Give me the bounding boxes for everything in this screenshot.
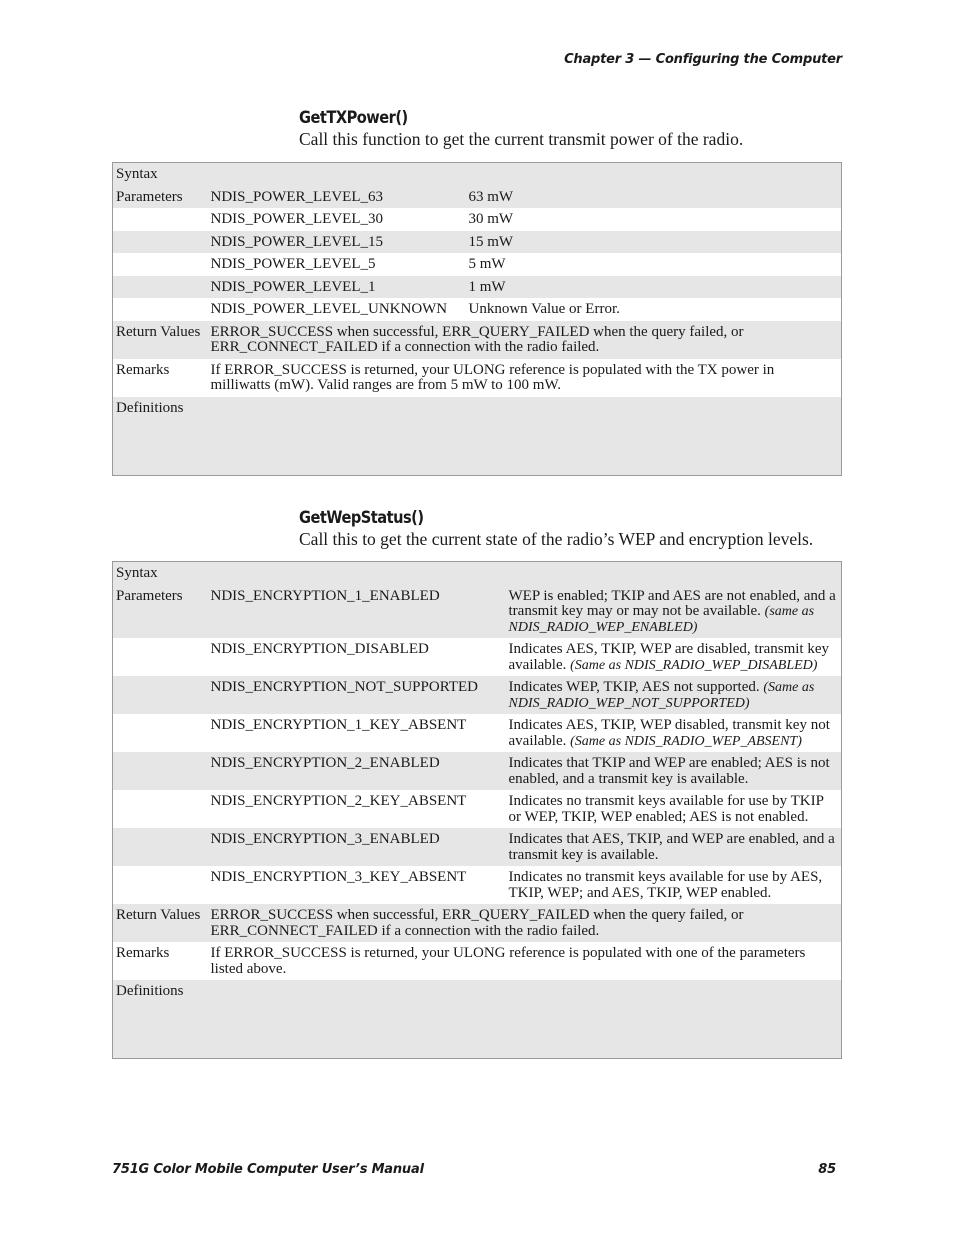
section-title-getwepstatus: GetWepStatus() bbox=[299, 508, 424, 528]
syntax-label: Syntax bbox=[113, 562, 208, 585]
parameter-name: NDIS_POWER_LEVEL_1 bbox=[208, 276, 466, 299]
footer-page-number: 85 bbox=[818, 1162, 836, 1177]
return-values-label: Return Values bbox=[113, 904, 208, 942]
parameter-name: NDIS_ENCRYPTION_3_KEY_ABSENT bbox=[210, 869, 467, 885]
parameter-name: NDIS_POWER_LEVEL_5 bbox=[210, 256, 376, 272]
parameter-name: NDIS_POWER_LEVEL_30 bbox=[210, 211, 383, 227]
parameter-description: WEP is enabled; TKIP and AES are not enabled, and a transmit key may or may not be available. (same as NDIS_RADIO_WEP_ENABLED) bbox=[506, 585, 842, 639]
parameter-name: NDIS_ENCRYPTION_DISABLED bbox=[210, 641, 429, 657]
parameter-row bbox=[113, 208, 842, 231]
parameter-description: Indicates no transmit keys available for use by TKIP or WEP, TKIP, WEP enabled; AES is not enabled. bbox=[508, 793, 824, 825]
definitions-label: Definitions bbox=[113, 980, 208, 1059]
parameter-name: NDIS_ENCRYPTION_2_KEY_ABSENT bbox=[210, 793, 467, 809]
parameter-name: NDIS_ENCRYPTION_1_ENABLED bbox=[208, 585, 506, 639]
gettxpower-spec-table bbox=[112, 162, 842, 476]
parameters-label: Parameters bbox=[113, 186, 208, 209]
parameter-description: Indicates that TKIP and WEP are enabled; AES is not enabled, and a transmit key is available. bbox=[506, 752, 842, 790]
parameter-value: 30 mW bbox=[468, 211, 514, 227]
return-values-text: ERROR_SUCCESS when successful, ERR_QUERY_FAILED when the query failed, or ERR_CONNECT_FAILED if a connection with the radio failed. bbox=[208, 321, 842, 359]
definitions-label: Definitions bbox=[113, 397, 208, 476]
remarks-label: Remarks bbox=[116, 361, 170, 378]
section-title-gettxpower: GetTXPower() bbox=[299, 108, 408, 128]
syntax-row bbox=[113, 562, 842, 585]
parameter-name: NDIS_ENCRYPTION_NOT_SUPPORTED bbox=[208, 676, 506, 714]
parameter-row bbox=[113, 253, 842, 276]
parameter-name: NDIS_POWER_LEVEL_63 bbox=[208, 186, 466, 209]
section-description-gettxpower: Call this function to get the current transmit power of the radio. bbox=[299, 129, 744, 149]
parameter-description: Indicates no transmit keys available for use by AES, TKIP, WEP; and AES, TKIP, WEP enabled. bbox=[508, 869, 823, 901]
parameter-name: NDIS_POWER_LEVEL_15 bbox=[208, 231, 466, 254]
remarks-row bbox=[113, 942, 842, 980]
getwepstatus-spec-table bbox=[112, 561, 842, 1059]
parameter-row bbox=[113, 714, 842, 752]
parameter-row bbox=[113, 231, 842, 254]
parameter-value: 1 mW bbox=[466, 276, 842, 299]
parameter-row bbox=[113, 676, 842, 714]
syntax-row bbox=[113, 163, 842, 186]
parameter-note: (Same as NDIS_RADIO_WEP_NOT_SUPPORTED) bbox=[508, 680, 815, 711]
remarks-text: If ERROR_SUCCESS is returned, your ULONG reference is populated with the TX power in milliwatts (mW). Valid ranges are from 5 mW to 100 mW. bbox=[210, 361, 775, 393]
remarks-text: If ERROR_SUCCESS is returned, your ULONG reference is populated with one of the parameters listed above. bbox=[210, 945, 806, 977]
return-values-text: ERROR_SUCCESS when successful, ERR_QUERY_FAILED when the query failed, or ERR_CONNECT_FAILED if a connection with the radio failed. bbox=[208, 904, 842, 942]
remarks-row bbox=[113, 359, 842, 397]
parameter-value: 15 mW bbox=[466, 231, 842, 254]
parameter-note: (Same as NDIS_RADIO_WEP_ABSENT) bbox=[570, 733, 802, 749]
parameter-note: (same as NDIS_RADIO_WEP_ENABLED) bbox=[508, 604, 815, 635]
parameter-row bbox=[113, 638, 842, 676]
syntax-label: Syntax bbox=[113, 163, 208, 186]
parameter-value: 63 mW bbox=[466, 186, 842, 209]
parameter-name: NDIS_ENCRYPTION_3_ENABLED bbox=[208, 828, 506, 866]
parameter-row bbox=[113, 298, 842, 321]
parameter-row bbox=[113, 585, 842, 639]
footer-manual-title: 751G Color Mobile Computer User’s Manual bbox=[112, 1162, 424, 1177]
return-values-row bbox=[113, 321, 842, 359]
parameter-row bbox=[113, 828, 842, 866]
definitions-row bbox=[113, 397, 842, 476]
parameter-row bbox=[113, 276, 842, 299]
parameter-description: Indicates AES, TKIP, WEP are disabled, transmit key available. (Same as NDIS_RADIO_WEP_DISABLED) bbox=[508, 641, 830, 673]
return-values-label: Return Values bbox=[113, 321, 208, 359]
remarks-label: Remarks bbox=[116, 945, 170, 961]
section-description-getwepstatus: Call this to get the current state of the radio’s WEP and encryption levels. bbox=[299, 529, 814, 549]
parameter-row bbox=[113, 752, 842, 790]
chapter-header: Chapter 3 — Configuring the Computer bbox=[564, 52, 842, 67]
return-values-row bbox=[113, 904, 842, 942]
parameter-name: NDIS_ENCRYPTION_2_ENABLED bbox=[208, 752, 506, 790]
definitions-row bbox=[113, 980, 842, 1059]
parameter-value: 5 mW bbox=[468, 256, 506, 272]
parameter-value: Unknown Value or Error. bbox=[468, 301, 620, 317]
parameter-name: NDIS_ENCRYPTION_1_KEY_ABSENT bbox=[210, 717, 467, 733]
parameter-description: Indicates AES, TKIP, WEP disabled, transmit key not available. (Same as NDIS_RADIO_WEP_ABSENT) bbox=[508, 717, 830, 749]
parameter-description: Indicates WEP, TKIP, AES not supported. (Same as NDIS_RADIO_WEP_NOT_SUPPORTED) bbox=[506, 676, 842, 714]
parameters-label: Parameters bbox=[113, 585, 208, 639]
parameter-row bbox=[113, 866, 842, 904]
parameter-note: (Same as NDIS_RADIO_WEP_DISABLED) bbox=[570, 657, 818, 673]
parameter-description: Indicates that AES, TKIP, and WEP are enabled, and a transmit key is available. bbox=[506, 828, 842, 866]
parameter-row bbox=[113, 186, 842, 209]
parameter-row bbox=[113, 790, 842, 828]
parameter-name: NDIS_POWER_LEVEL_UNKNOWN bbox=[210, 301, 448, 317]
